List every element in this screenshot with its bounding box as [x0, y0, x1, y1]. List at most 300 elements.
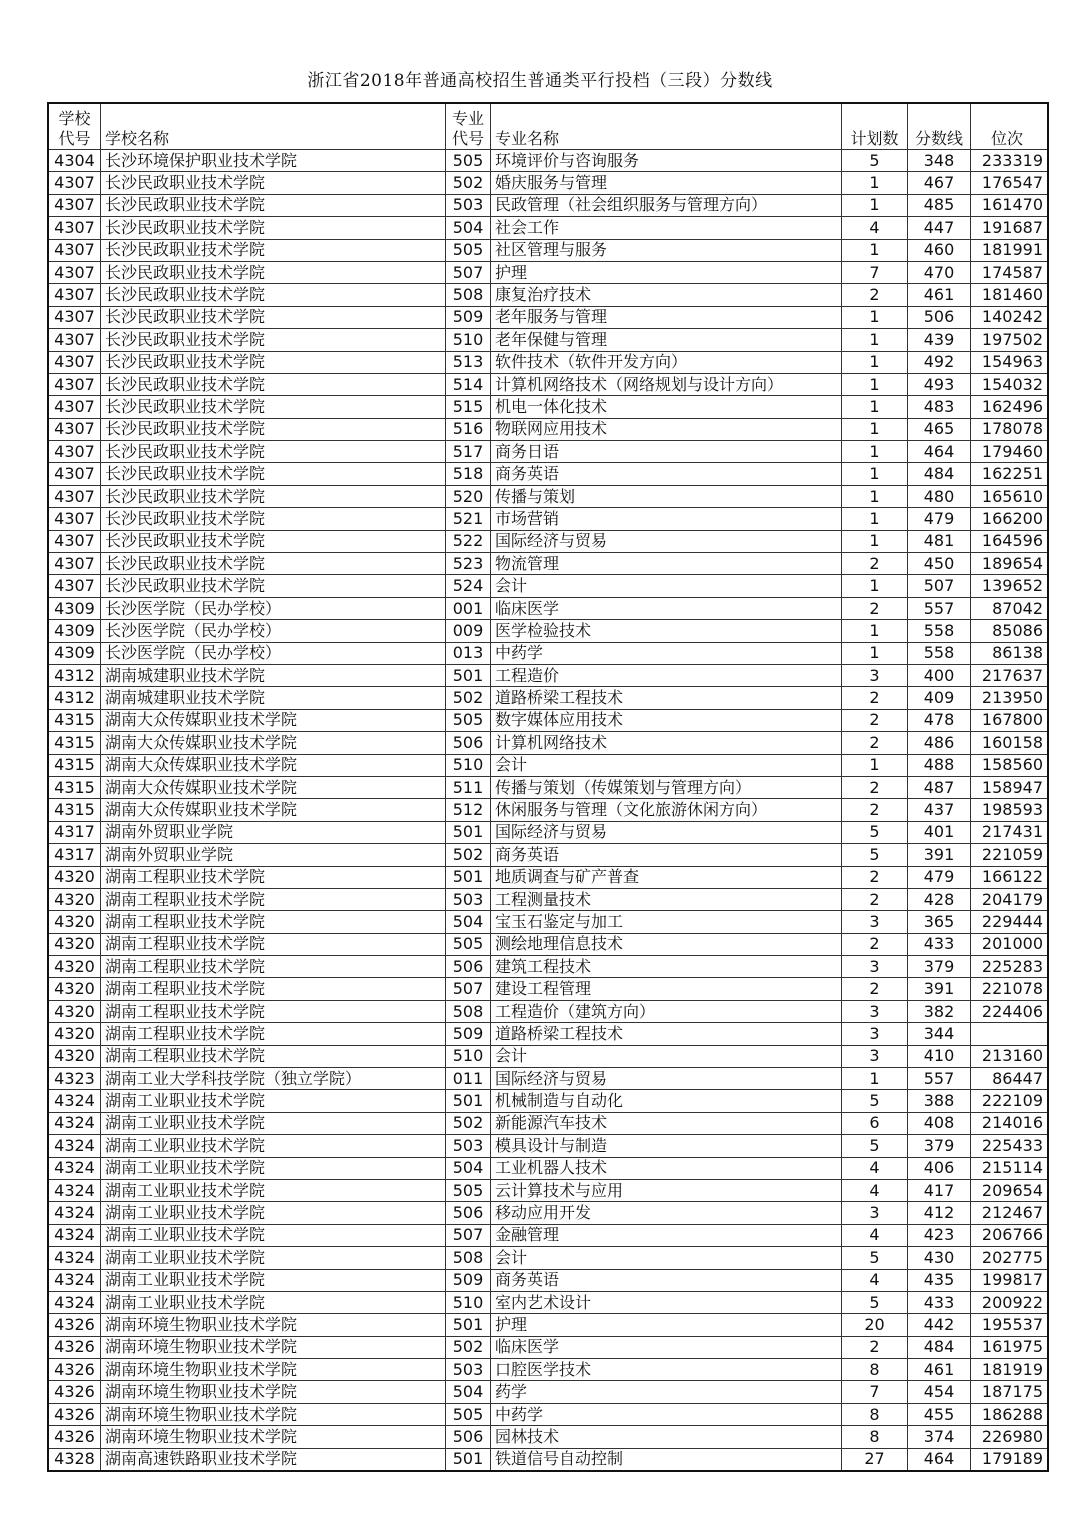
table-row: [48, 1403, 1048, 1425]
major-code-cell: 510: [446, 329, 491, 351]
major-code-cell: 501: [446, 866, 491, 888]
plan-cell: 2: [842, 776, 908, 798]
plan-cell: 7: [842, 261, 908, 283]
plan-cell: 5: [842, 844, 908, 866]
table-row: [48, 799, 1048, 821]
score-cell: 423: [908, 1224, 971, 1246]
major-name-cell: 移动应用开发: [491, 1202, 842, 1224]
major-code-cell: 502: [446, 1336, 491, 1358]
score-cell: 439: [908, 329, 971, 351]
major-name-cell: 机电一体化技术: [491, 396, 842, 418]
table-row: [48, 1045, 1048, 1067]
plan-cell: 2: [842, 709, 908, 731]
major-code-cell: 520: [446, 485, 491, 507]
school-code-cell: 4307: [48, 284, 101, 306]
major-code-cell: 513: [446, 351, 491, 373]
major-name-cell: 护理: [491, 1314, 842, 1336]
school-code-cell: 4307: [48, 172, 101, 194]
score-cell: 493: [908, 373, 971, 395]
plan-cell: 1: [842, 754, 908, 776]
rank-cell: 201000: [971, 933, 1049, 955]
score-cell: 460: [908, 239, 971, 261]
score-cell: 391: [908, 844, 971, 866]
score-cell: 417: [908, 1179, 971, 1201]
rank-cell: 87042: [971, 597, 1049, 619]
table-row: [48, 888, 1048, 910]
school-name-cell: 湖南工程职业技术学院: [101, 911, 446, 933]
table-row: [48, 261, 1048, 283]
plan-cell: 3: [842, 1202, 908, 1224]
major-name-cell: 会计: [491, 1045, 842, 1067]
school-code-cell: 4315: [48, 776, 101, 798]
school-name-cell: 长沙民政职业技术学院: [101, 261, 446, 283]
major-name-cell: 工业机器人技术: [491, 1157, 842, 1179]
major-name-cell: 中药学: [491, 642, 842, 664]
school-code-cell: 4324: [48, 1247, 101, 1269]
school-code-cell: 4307: [48, 194, 101, 216]
plan-cell: 1: [842, 306, 908, 328]
school-code-cell: 4315: [48, 754, 101, 776]
table-row: [48, 1291, 1048, 1313]
school-name-cell: 长沙民政职业技术学院: [101, 530, 446, 552]
school-code-cell: 4320: [48, 956, 101, 978]
school-name-cell: 长沙民政职业技术学院: [101, 441, 446, 463]
table-row: [48, 978, 1048, 1000]
rank-cell: 217431: [971, 821, 1049, 843]
school-name-cell: 湖南工业职业技术学院: [101, 1112, 446, 1134]
major-code-cell: 501: [446, 1314, 491, 1336]
rank-cell: 161470: [971, 194, 1049, 216]
major-code-cell: 511: [446, 776, 491, 798]
major-code-cell: 009: [446, 620, 491, 642]
rank-cell: 199817: [971, 1269, 1049, 1291]
rank-cell: 181991: [971, 239, 1049, 261]
rank-cell: 158947: [971, 776, 1049, 798]
rank-cell: 85086: [971, 620, 1049, 642]
school-code-cell: 4324: [48, 1291, 101, 1313]
plan-cell: 2: [842, 866, 908, 888]
school-code-cell: 4307: [48, 396, 101, 418]
school-code-cell: 4315: [48, 709, 101, 731]
rank-cell: 226980: [971, 1426, 1049, 1448]
major-name-cell: 计算机网络技术（网络规划与设计方向）: [491, 373, 842, 395]
rank-cell: 86447: [971, 1068, 1049, 1090]
score-cell: 465: [908, 418, 971, 440]
plan-cell: 4: [842, 1224, 908, 1246]
plan-cell: 1: [842, 418, 908, 440]
score-cell: 485: [908, 194, 971, 216]
school-name-cell: 湖南工业职业技术学院: [101, 1247, 446, 1269]
table-row: [48, 732, 1048, 754]
major-name-cell: 园林技术: [491, 1426, 842, 1448]
plan-cell: 2: [842, 597, 908, 619]
major-name-cell: 机械制造与自动化: [491, 1090, 842, 1112]
major-code-cell: 501: [446, 664, 491, 686]
rank-cell: 191687: [971, 217, 1049, 239]
school-code-cell: 4307: [48, 418, 101, 440]
major-code-cell: 504: [446, 217, 491, 239]
school-code-cell: 4324: [48, 1179, 101, 1201]
rank-cell: 160158: [971, 732, 1049, 754]
school-code-cell: 4324: [48, 1157, 101, 1179]
rank-cell: 195537: [971, 1314, 1049, 1336]
rank-cell: 214016: [971, 1112, 1049, 1134]
school-code-cell: 4307: [48, 261, 101, 283]
score-cell: 454: [908, 1381, 971, 1403]
school-name-cell: 长沙民政职业技术学院: [101, 508, 446, 530]
school-code-cell: 4324: [48, 1224, 101, 1246]
table-row: [48, 1202, 1048, 1224]
major-name-cell: 市场营销: [491, 508, 842, 530]
major-name-cell: 商务英语: [491, 463, 842, 485]
school-code-cell: 4324: [48, 1202, 101, 1224]
rank-cell: 158560: [971, 754, 1049, 776]
major-code-cell: 504: [446, 1381, 491, 1403]
major-code-cell: 507: [446, 1224, 491, 1246]
header-major-name: 专业名称: [491, 103, 842, 150]
major-name-cell: 社区管理与服务: [491, 239, 842, 261]
major-code-cell: 501: [446, 1448, 491, 1471]
rank-cell: 221078: [971, 978, 1049, 1000]
school-name-cell: 湖南工程职业技术学院: [101, 1023, 446, 1045]
score-table: [47, 102, 1049, 1472]
school-name-cell: 湖南工业职业技术学院: [101, 1157, 446, 1179]
score-cell: 433: [908, 1291, 971, 1313]
school-name-cell: 长沙民政职业技术学院: [101, 306, 446, 328]
plan-cell: 5: [842, 150, 908, 172]
table-header-row: [48, 103, 1048, 150]
major-code-cell: 509: [446, 306, 491, 328]
score-cell: 400: [908, 664, 971, 686]
school-code-cell: 4320: [48, 888, 101, 910]
school-name-cell: 湖南工程职业技术学院: [101, 978, 446, 1000]
school-name-cell: 湖南环境生物职业技术学院: [101, 1359, 446, 1381]
school-name-cell: 湖南工业职业技术学院: [101, 1224, 446, 1246]
major-name-cell: 云计算技术与应用: [491, 1179, 842, 1201]
school-code-cell: 4320: [48, 1000, 101, 1022]
rank-cell: 139652: [971, 575, 1049, 597]
table-row: [48, 217, 1048, 239]
score-cell: 412: [908, 1202, 971, 1224]
school-code-cell: 4307: [48, 485, 101, 507]
major-code-cell: 510: [446, 1291, 491, 1313]
school-name-cell: 湖南大众传媒职业技术学院: [101, 754, 446, 776]
school-name-cell: 长沙民政职业技术学院: [101, 217, 446, 239]
school-name-cell: 湖南工程职业技术学院: [101, 956, 446, 978]
score-cell: 478: [908, 709, 971, 731]
major-name-cell: 国际经济与贸易: [491, 821, 842, 843]
table-row: [48, 463, 1048, 485]
major-code-cell: 524: [446, 575, 491, 597]
school-name-cell: 湖南工业职业技术学院: [101, 1291, 446, 1313]
major-name-cell: 商务日语: [491, 441, 842, 463]
major-name-cell: 会计: [491, 575, 842, 597]
rank-cell: 154963: [971, 351, 1049, 373]
school-code-cell: 4307: [48, 373, 101, 395]
major-code-cell: 501: [446, 821, 491, 843]
table-row: [48, 1068, 1048, 1090]
school-code-cell: 4320: [48, 1045, 101, 1067]
school-name-cell: 湖南城建职业技术学院: [101, 687, 446, 709]
school-name-cell: 长沙民政职业技术学院: [101, 172, 446, 194]
score-cell: 428: [908, 888, 971, 910]
major-code-cell: 001: [446, 597, 491, 619]
rank-cell: 167800: [971, 709, 1049, 731]
major-name-cell: 传播与策划（传媒策划与管理方向）: [491, 776, 842, 798]
plan-cell: 1: [842, 485, 908, 507]
major-name-cell: 传播与策划: [491, 485, 842, 507]
score-cell: 348: [908, 150, 971, 172]
header-rank: 位次: [971, 103, 1049, 150]
major-code-cell: 013: [446, 642, 491, 664]
plan-cell: 27: [842, 1448, 908, 1471]
major-name-cell: 临床医学: [491, 1336, 842, 1358]
plan-cell: 2: [842, 978, 908, 1000]
school-name-cell: 长沙民政职业技术学院: [101, 329, 446, 351]
school-code-cell: 4309: [48, 642, 101, 664]
school-name-cell: 长沙民政职业技术学院: [101, 463, 446, 485]
rank-cell: 225283: [971, 956, 1049, 978]
score-cell: 483: [908, 396, 971, 418]
major-code-cell: 505: [446, 709, 491, 731]
major-name-cell: 室内艺术设计: [491, 1291, 842, 1313]
plan-cell: 1: [842, 575, 908, 597]
score-cell: 406: [908, 1157, 971, 1179]
table-row: [48, 194, 1048, 216]
school-name-cell: 湖南工程职业技术学院: [101, 1000, 446, 1022]
table-row: [48, 1426, 1048, 1448]
plan-cell: 8: [842, 1359, 908, 1381]
plan-cell: 4: [842, 217, 908, 239]
rank-cell: 206766: [971, 1224, 1049, 1246]
score-cell: 507: [908, 575, 971, 597]
school-code-cell: 4307: [48, 306, 101, 328]
rank-cell: 161975: [971, 1336, 1049, 1358]
table-row: [48, 844, 1048, 866]
score-cell: 408: [908, 1112, 971, 1134]
school-code-cell: 4307: [48, 239, 101, 261]
plan-cell: 2: [842, 933, 908, 955]
plan-cell: 6: [842, 1112, 908, 1134]
major-code-cell: 502: [446, 172, 491, 194]
major-code-cell: 510: [446, 754, 491, 776]
major-code-cell: 502: [446, 844, 491, 866]
school-name-cell: 长沙民政职业技术学院: [101, 418, 446, 440]
plan-cell: 20: [842, 1314, 908, 1336]
major-code-cell: 505: [446, 933, 491, 955]
score-cell: 365: [908, 911, 971, 933]
rank-cell: 221059: [971, 844, 1049, 866]
score-cell: 484: [908, 463, 971, 485]
major-name-cell: 道路桥梁工程技术: [491, 1023, 842, 1045]
school-name-cell: 长沙民政职业技术学院: [101, 485, 446, 507]
score-cell: 430: [908, 1247, 971, 1269]
rank-cell: 179460: [971, 441, 1049, 463]
school-code-cell: 4324: [48, 1112, 101, 1134]
school-code-cell: 4307: [48, 530, 101, 552]
major-name-cell: 道路桥梁工程技术: [491, 687, 842, 709]
score-cell: 488: [908, 754, 971, 776]
table-row: [48, 418, 1048, 440]
rank-cell: 213950: [971, 687, 1049, 709]
school-code-cell: 4326: [48, 1403, 101, 1425]
school-name-cell: 湖南环境生物职业技术学院: [101, 1336, 446, 1358]
major-code-cell: 510: [446, 1045, 491, 1067]
table-row: [48, 373, 1048, 395]
major-name-cell: 数字媒体应用技术: [491, 709, 842, 731]
major-code-cell: 512: [446, 799, 491, 821]
major-name-cell: 医学检验技术: [491, 620, 842, 642]
table-row: [48, 485, 1048, 507]
score-cell: 435: [908, 1269, 971, 1291]
major-code-cell: 508: [446, 1247, 491, 1269]
plan-cell: 3: [842, 1000, 908, 1022]
major-name-cell: 护理: [491, 261, 842, 283]
table-row: [48, 597, 1048, 619]
major-name-cell: 环境评价与咨询服务: [491, 150, 842, 172]
table-row: [48, 351, 1048, 373]
table-row: [48, 933, 1048, 955]
table-row: [48, 530, 1048, 552]
school-code-cell: 4323: [48, 1068, 101, 1090]
major-code-cell: 514: [446, 373, 491, 395]
score-cell: 409: [908, 687, 971, 709]
major-name-cell: 临床医学: [491, 597, 842, 619]
header-major-code-line1: 专业: [451, 109, 484, 128]
score-cell: 479: [908, 866, 971, 888]
major-name-cell: 物联网应用技术: [491, 418, 842, 440]
major-name-cell: 老年服务与管理: [491, 306, 842, 328]
school-name-cell: 湖南环境生物职业技术学院: [101, 1314, 446, 1336]
score-cell: 558: [908, 620, 971, 642]
score-cell: 382: [908, 1000, 971, 1022]
score-cell: 492: [908, 351, 971, 373]
school-code-cell: 4320: [48, 1023, 101, 1045]
table-row: [48, 1179, 1048, 1201]
school-code-cell: 4317: [48, 844, 101, 866]
plan-cell: 2: [842, 687, 908, 709]
rank-cell: 86138: [971, 642, 1049, 664]
school-name-cell: 湖南大众传媒职业技术学院: [101, 709, 446, 731]
major-code-cell: 506: [446, 1426, 491, 1448]
school-code-cell: 4307: [48, 553, 101, 575]
school-name-cell: 湖南大众传媒职业技术学院: [101, 732, 446, 754]
table-row: [48, 642, 1048, 664]
rank-cell: 174587: [971, 261, 1049, 283]
rank-cell: 200922: [971, 1291, 1049, 1313]
major-code-cell: 521: [446, 508, 491, 530]
rank-cell: 229444: [971, 911, 1049, 933]
table-row: [48, 1336, 1048, 1358]
school-code-cell: 4315: [48, 732, 101, 754]
score-cell: 461: [908, 1359, 971, 1381]
plan-cell: 1: [842, 530, 908, 552]
school-name-cell: 湖南环境生物职业技术学院: [101, 1403, 446, 1425]
table-row: [48, 1314, 1048, 1336]
major-code-cell: 522: [446, 530, 491, 552]
major-name-cell: 建设工程管理: [491, 978, 842, 1000]
major-name-cell: 铁道信号自动控制: [491, 1448, 842, 1471]
major-code-cell: 517: [446, 441, 491, 463]
rank-cell: 176547: [971, 172, 1049, 194]
major-code-cell: 504: [446, 1157, 491, 1179]
major-name-cell: 工程造价（建筑方向）: [491, 1000, 842, 1022]
plan-cell: 1: [842, 463, 908, 485]
school-name-cell: 长沙民政职业技术学院: [101, 553, 446, 575]
plan-cell: 1: [842, 351, 908, 373]
score-cell: 479: [908, 508, 971, 530]
major-code-cell: 508: [446, 1000, 491, 1022]
major-name-cell: 国际经济与贸易: [491, 1068, 842, 1090]
major-name-cell: 口腔医学技术: [491, 1359, 842, 1381]
rank-cell: [971, 1023, 1049, 1045]
table-row: [48, 396, 1048, 418]
major-name-cell: 工程测量技术: [491, 888, 842, 910]
plan-cell: 3: [842, 956, 908, 978]
school-name-cell: 长沙民政职业技术学院: [101, 351, 446, 373]
rank-cell: 154032: [971, 373, 1049, 395]
rank-cell: 181460: [971, 284, 1049, 306]
table-row: [48, 329, 1048, 351]
table-row: [48, 306, 1048, 328]
school-code-cell: 4324: [48, 1135, 101, 1157]
table-row: [48, 1269, 1048, 1291]
school-code-cell: 4309: [48, 597, 101, 619]
plan-cell: 4: [842, 1179, 908, 1201]
score-cell: 464: [908, 1448, 971, 1471]
major-code-cell: 507: [446, 978, 491, 1000]
table-row: [48, 553, 1048, 575]
major-code-cell: 503: [446, 1135, 491, 1157]
table-row: [48, 1359, 1048, 1381]
table-row: [48, 1448, 1048, 1471]
major-code-cell: 509: [446, 1269, 491, 1291]
major-code-cell: 516: [446, 418, 491, 440]
school-code-cell: 4307: [48, 329, 101, 351]
rank-cell: 178078: [971, 418, 1049, 440]
rank-cell: 166122: [971, 866, 1049, 888]
plan-cell: 7: [842, 1381, 908, 1403]
major-name-cell: 宝玉石鉴定与加工: [491, 911, 842, 933]
major-name-cell: 会计: [491, 1247, 842, 1269]
plan-cell: 2: [842, 799, 908, 821]
major-code-cell: 504: [446, 911, 491, 933]
school-name-cell: 湖南工程职业技术学院: [101, 933, 446, 955]
school-code-cell: 4307: [48, 351, 101, 373]
table-row: [48, 866, 1048, 888]
school-name-cell: 长沙医学院（民办学校）: [101, 642, 446, 664]
major-code-cell: 507: [446, 261, 491, 283]
school-name-cell: 湖南外贸职业学院: [101, 821, 446, 843]
major-code-cell: 502: [446, 687, 491, 709]
major-name-cell: 康复治疗技术: [491, 284, 842, 306]
score-cell: 450: [908, 553, 971, 575]
table-row: [48, 776, 1048, 798]
rank-cell: 162251: [971, 463, 1049, 485]
plan-cell: 5: [842, 821, 908, 843]
school-name-cell: 长沙医学院（民办学校）: [101, 620, 446, 642]
school-code-cell: 4328: [48, 1448, 101, 1471]
header-school-code: [48, 103, 101, 150]
score-cell: 437: [908, 799, 971, 821]
major-name-cell: 工程造价: [491, 664, 842, 686]
school-code-cell: 4326: [48, 1314, 101, 1336]
major-code-cell: 505: [446, 1179, 491, 1201]
plan-cell: 1: [842, 373, 908, 395]
major-name-cell: 中药学: [491, 1403, 842, 1425]
plan-cell: 5: [842, 1135, 908, 1157]
table-row: [48, 284, 1048, 306]
